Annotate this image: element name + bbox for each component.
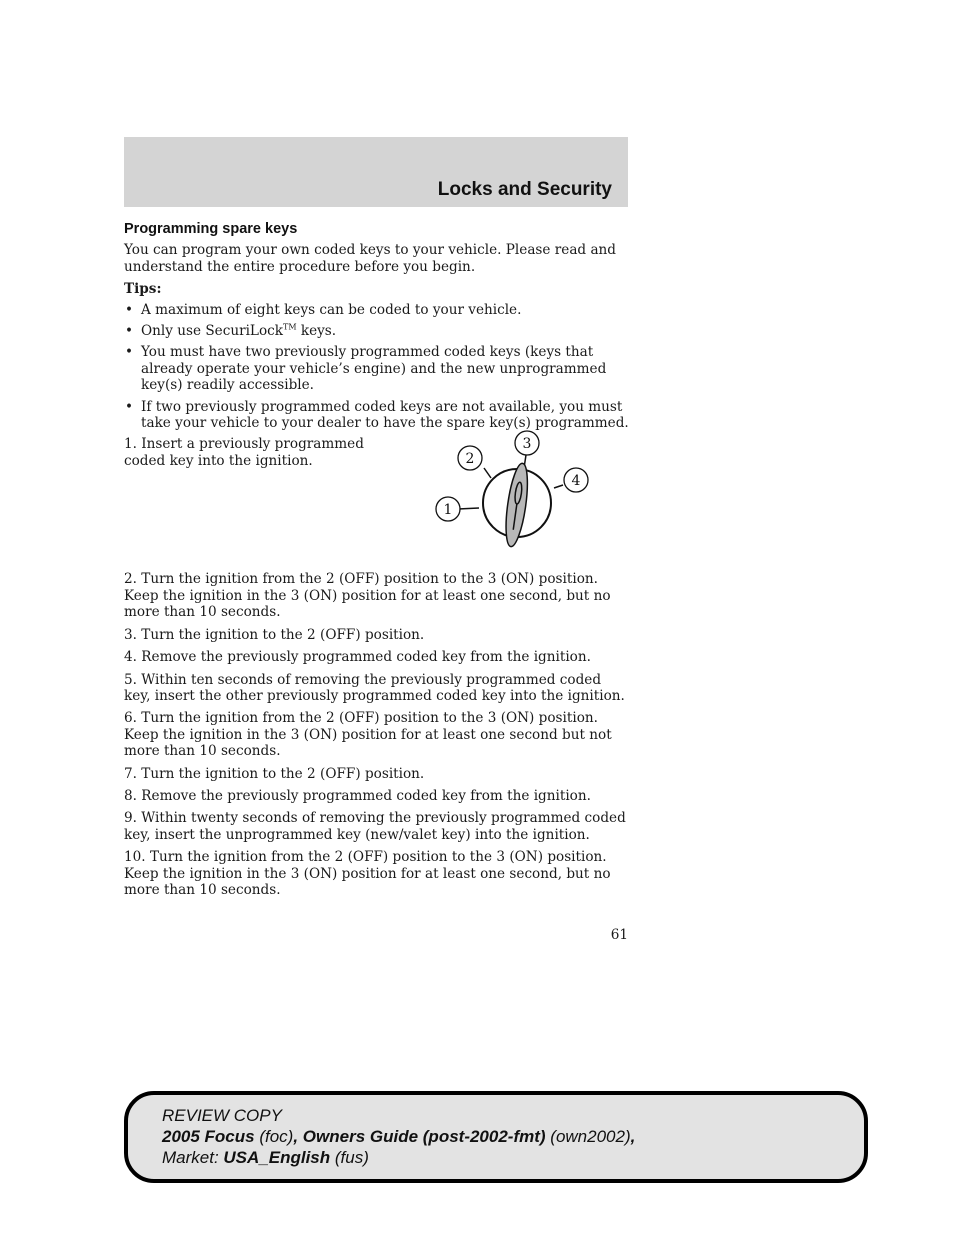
tip-item <box>124 344 630 393</box>
position-leader-4 <box>554 485 563 488</box>
intro-paragraph: You can program your own coded keys to your vehicle. Please read and understand the entire procedure before you begin. <box>124 242 617 275</box>
page-number: 61 <box>610 927 628 943</box>
step-text: 4. Remove the previously programmed coded key from the ignition. <box>124 649 591 666</box>
step-text: 7. Turn the ignition to the 2 (OFF) position. <box>124 765 425 782</box>
bullet: • <box>125 398 134 415</box>
position-2-label: 2 <box>465 451 475 468</box>
page-content <box>124 221 630 904</box>
tip-text: If two previously programmed coded keys are not available, you must take your vehicle to your dealer to have the spare key(s) programmed. <box>141 398 629 432</box>
position-1-label: 1 <box>443 502 453 519</box>
footer-model: 2005 Focus <box>162 1127 255 1146</box>
tip-text: keys. <box>296 323 337 340</box>
step-1-row <box>124 436 630 571</box>
footer-model-code: (foc) <box>254 1127 294 1146</box>
step-text: 8. Remove the previously programmed coded key from the ignition. <box>124 787 591 804</box>
tip-text: A maximum of eight keys can be coded to your vehicle. <box>141 301 522 318</box>
step-text: 5. Within ten seconds of removing the previously programmed coded key, insert the other previously programmed coded key into the ignition. <box>124 671 625 704</box>
ignition-diagram <box>424 430 604 560</box>
step-text: 10. Turn the ignition from the 2 (OFF) position to the 3 (ON) position. Keep the ignition in the 3 (ON) position for at least one second, but no more than 10 seconds. <box>124 849 611 898</box>
footer-text <box>162 1105 635 1168</box>
tip-item <box>124 302 630 318</box>
footer-guide-code: (own2002) <box>545 1127 631 1146</box>
bullet: • <box>125 344 134 361</box>
steps-list <box>124 571 630 898</box>
position-leader-1 <box>458 508 479 509</box>
step-text: 1. Insert a previously programmed coded key into the ignition. <box>124 436 364 469</box>
footer-market-code: (fus) <box>330 1148 369 1167</box>
footer-market: USA_English <box>223 1148 331 1167</box>
review-copy-footer <box>124 1091 868 1183</box>
footer-market-line <box>162 1147 635 1168</box>
section-header-band <box>124 137 628 207</box>
bullet: • <box>125 301 134 318</box>
footer-separator: , <box>293 1127 303 1146</box>
step-text: 6. Turn the ignition from the 2 (OFF) position to the 3 (ON) position. Keep the ignition in the 3 (ON) position for at least one second but not more than 10 seconds. <box>124 710 612 760</box>
step-text: 9. Within twenty seconds of removing the previously programmed coded key, insert the unprogrammed key (new/valet key) into the ignition. <box>124 810 626 843</box>
tip-text: Only use SecuriLock <box>141 323 283 340</box>
footer-guide: Owners Guide (post-2002-fmt) <box>302 1127 546 1146</box>
footer-market-label: Market: <box>162 1148 224 1167</box>
tips-list <box>124 302 630 432</box>
trademark-mark: TM <box>282 322 297 332</box>
tip-item <box>124 323 630 339</box>
subsection-heading: Programming spare keys <box>124 221 298 237</box>
tip-text: You must have two previously programmed coded keys (keys that already operate your vehicle’s engine) and the new unprogrammed key(s) readily accessible. <box>141 344 607 394</box>
tips-label: Tips: <box>124 281 162 298</box>
position-3-label: 3 <box>522 436 532 453</box>
tip-item <box>124 399 630 432</box>
position-4-label: 4 <box>571 473 581 490</box>
step-text: 3. Turn the ignition to the 2 (OFF) position. <box>124 626 425 643</box>
bullet: • <box>125 323 134 340</box>
step-text: 2. Turn the ignition from the 2 (OFF) position to the 3 (ON) position. Keep the ignition in the 3 (ON) position for at least one second, but no more than 10 seconds. <box>124 571 611 621</box>
section-title: Locks and Security <box>437 179 612 200</box>
review-copy-label: REVIEW COPY <box>162 1106 282 1125</box>
footer-separator: , <box>630 1127 636 1146</box>
position-leader-2 <box>484 468 491 478</box>
footer-doc-line <box>162 1126 635 1147</box>
